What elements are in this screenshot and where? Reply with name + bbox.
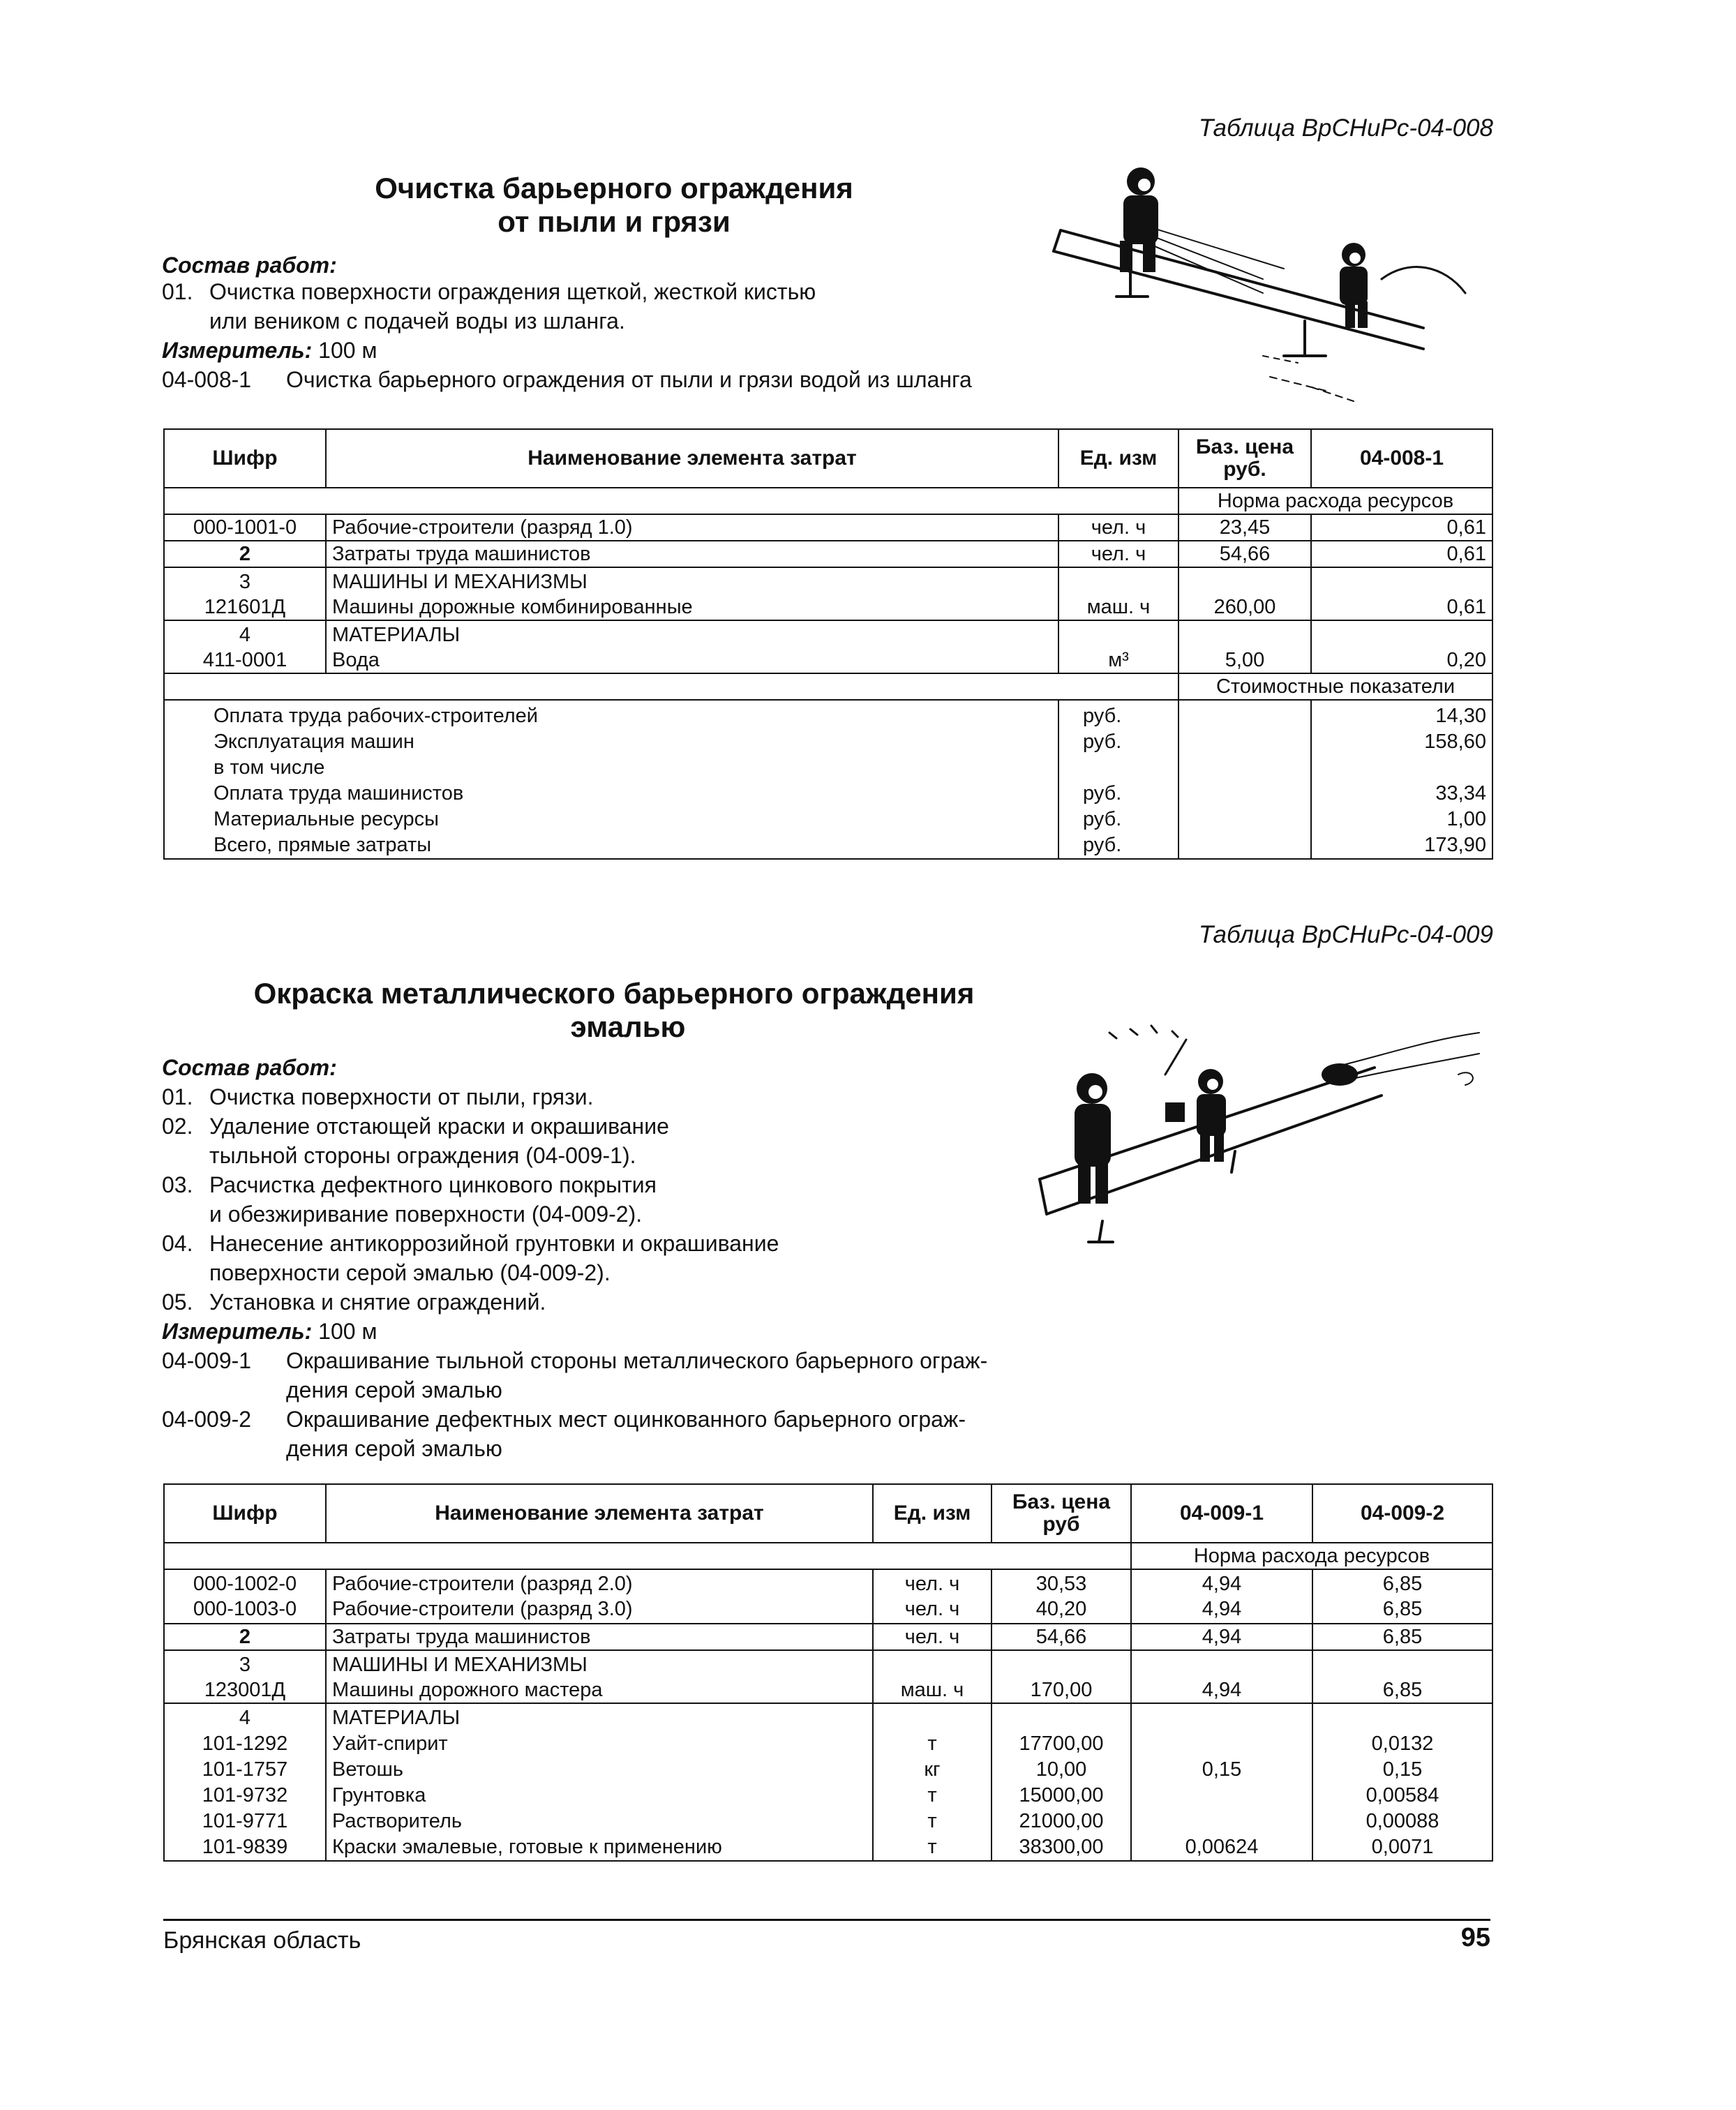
work-text: Расчистка дефектного цинкового покрытия: [209, 1172, 657, 1197]
work-text: и обезжиривание поверхности (04-009-2).: [209, 1202, 643, 1227]
header-name: Наименование элемента затрат: [326, 1484, 873, 1543]
title-line-1: Окраска металлического барьерного ограждения: [253, 977, 975, 1010]
header-code: Шифр: [164, 429, 326, 488]
item-code: 04-009-2: [162, 1407, 252, 1432]
header-price: Баз. цена руб: [992, 1484, 1131, 1543]
table-008: [163, 428, 1493, 860]
composition-label: Состав работ:: [162, 1055, 337, 1080]
item-text: Окрашивание дефектных мест оцинкованного барьерного ограж-: [286, 1407, 966, 1432]
table-row: 000-1002-0 000-1003-0 Рабочие-строители (разряд 2.0) Рабочие-строители (разряд 3.0) чел. ч чел. ч 30,53 40,20 4,94 4,94 6,85 6,85: [164, 1569, 1492, 1624]
work-text: Установка и снятие ограждений.: [209, 1289, 546, 1315]
table-row: 2 Затраты труда машинистов чел. ч 54,66 4,94 6,85: [164, 1624, 1492, 1650]
table-row: 000-1001-0 Рабочие-строители (разряд 1.0) чел. ч 23,45 0,61: [164, 514, 1492, 541]
workers-painting-illustration: [1026, 1012, 1493, 1277]
work-text: Очистка поверхности ограждения щеткой, жесткой кистью: [209, 279, 816, 304]
section-title-009: [181, 977, 1047, 1044]
footer-region: Брянская область: [163, 1927, 361, 1954]
title-line-2: от пыли и грязи: [497, 205, 731, 238]
work-num: 01.: [162, 279, 193, 304]
header-col-04-009-2: 04-009-2: [1312, 1484, 1492, 1543]
item-text: Очистка барьерного ограждения от пыли и грязи водой из шланга: [286, 367, 972, 392]
work-text: Нанесение антикоррозийной грунтовки и окрашивание: [209, 1231, 779, 1256]
item-code: 04-009-1: [162, 1348, 252, 1373]
table-row: 4 411-0001 МАТЕРИАЛЫ Вода м³ 5,00 0,20: [164, 620, 1492, 673]
cost-rows: Оплата труда рабочих-строителей Эксплуатация машин в том числе Оплата труда машинистов Материальные ресурсы Всего, прямые затраты руб. руб. руб. руб. руб. 14,30 158,60 33,34 1,00 173,90: [164, 700, 1492, 859]
meter-label: Измеритель:: [162, 1319, 313, 1344]
header-name: Наименование элемента затрат: [326, 429, 1058, 488]
item-code: 04-008-1: [162, 367, 252, 392]
item-text: дения серой эмалью: [286, 1377, 502, 1402]
work-text: тыльной стороны ограждения (04-009-1).: [209, 1143, 636, 1168]
header-unit: Ед. изм: [1058, 429, 1178, 488]
title-line-1: Очистка барьерного ограждения: [375, 172, 853, 204]
work-num: 05.: [162, 1289, 193, 1315]
table-009: [163, 1483, 1493, 1862]
cost-label: Стоимостные показатели: [1178, 673, 1492, 700]
work-num: 02.: [162, 1114, 193, 1139]
work-text: поверхности серой эмалью (04-009-2).: [209, 1260, 611, 1285]
table-label-009: Таблица ВрСНиРс-04-009: [1198, 921, 1493, 948]
meter-label: Измеритель:: [162, 338, 313, 363]
footer-divider: [163, 1919, 1490, 1921]
workers-washing-illustration: [1033, 147, 1493, 412]
table-row: 2 Затраты труда машинистов чел. ч 54,66 0,61: [164, 541, 1492, 567]
title-line-2: эмалью: [570, 1010, 686, 1043]
work-text: Удаление отстающей краски и окрашивание: [209, 1114, 669, 1139]
section-title-008: [209, 172, 1019, 239]
table-row: 4 101-1292 101-1757 101-9732 101-9771 101-9839 МАТЕРИАЛЫ Уайт-спирит Ветошь Грунтовка Растворитель Краски эмалевые, готовые к применению т кг т т т 17700,00 10,00 15000,00 21000,00 38300,00 0,15 0,00624 0,0132 0,15 0,00584 0,00088 0,0071: [164, 1703, 1492, 1861]
norm-label: Норма расхода ресурсов: [1178, 488, 1492, 514]
meter-value: 100 м: [318, 1319, 377, 1344]
header-col-04-009-1: 04-009-1: [1131, 1484, 1312, 1543]
norm-label: Норма расхода ресурсов: [1131, 1543, 1492, 1569]
meter: [162, 1319, 377, 1345]
work-text: или веником с подачей воды из шланга.: [209, 308, 625, 334]
meter-value: 100 м: [318, 338, 377, 363]
item-text: дения серой эмалью: [286, 1436, 502, 1461]
work-num: 01.: [162, 1084, 193, 1109]
work-num: 03.: [162, 1172, 193, 1197]
table-row: 3 121601Д МАШИНЫ И МЕХАНИЗМЫ Машины дорожные комбинированные маш. ч 260,00 0,61: [164, 567, 1492, 620]
header-price: Баз. цена руб.: [1178, 429, 1311, 488]
table-label-008: Таблица ВрСНиРс-04-008: [1198, 114, 1493, 142]
item-text: Окрашивание тыльной стороны металлического барьерного ограж-: [286, 1348, 988, 1373]
header-unit: Ед. изм: [873, 1484, 992, 1543]
header-code: Шифр: [164, 1484, 326, 1543]
table-row: 3 123001Д МАШИНЫ И МЕХАНИЗМЫ Машины дорожного мастера маш. ч 170,00 4,94 6,85: [164, 1650, 1492, 1703]
page-number: 95: [1460, 1923, 1490, 1952]
meter: [162, 338, 377, 364]
work-num: 04.: [162, 1231, 193, 1256]
work-text: Очистка поверхности от пыли, грязи.: [209, 1084, 594, 1109]
composition-label: Состав работ:: [162, 253, 337, 278]
header-col-04-008-1: 04-008-1: [1311, 429, 1492, 488]
